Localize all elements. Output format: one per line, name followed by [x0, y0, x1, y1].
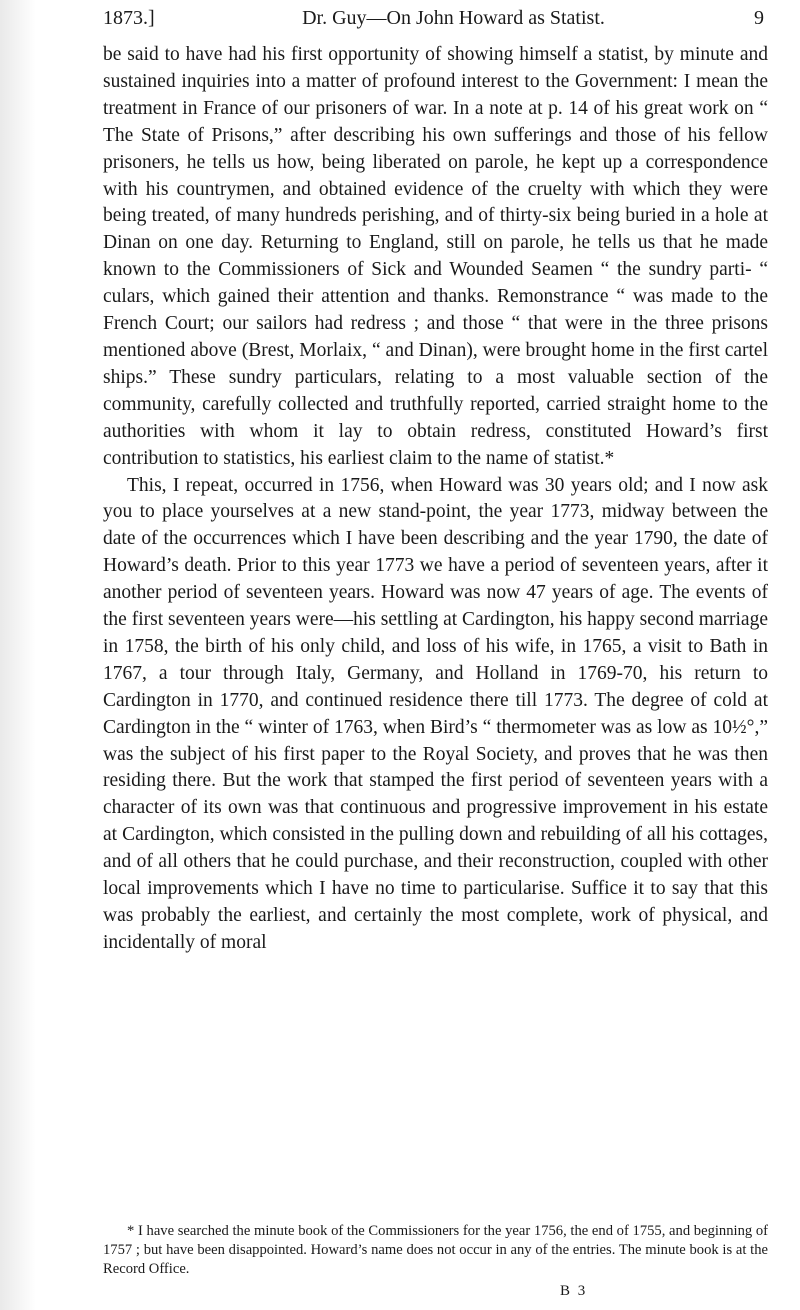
signature-mark: B 3 [560, 1283, 588, 1299]
body-text [103, 42, 768, 957]
running-head [103, 4, 764, 32]
paragraph: be said to have had his first opportunity of showing himself a statist, by minute and sustained inquiries into a matter of profound interest to the Government: I mean the treatment in France of our prisoners of war. In a note at p. 14 of his great work on “ The State of Prisons,” after describing his own sufferings and those of his fellow prisoners, he tells us how, being liberated on parole, he kept up a correspondence with his countrymen, and obtained evidence of the cruelty with which they were being treated, of many hundreds perishing, and of thirty-six being buried in a hole at Dinan on one day. Returning to England, still on parole, he tells us that he made known to the Commissioners of Sick and Wounded Seamen “ the sundry parti- “ culars, which gained their attention and thanks. Remonstrance “ was made to the French Court; our sailors had redress ; and those “ that were in the three prisons mentioned above (Brest, Morlaix, “ and Dinan), were brought home in the first cartel ships.” These sundry particulars, relating to a most valuable section of the community, carefully collected and truthfully reported, carried straight home to the authorities with whom it lay to obtain redress, constituted Howard’s first contribution to statistics, his earliest claim to the name of statist.* [103, 44, 768, 469]
page-number: 9 [754, 7, 764, 29]
binding-gutter-shadow [0, 0, 36, 1310]
running-head-date: 1873.] [103, 7, 155, 29]
footnote: * I have searched the minute book of the Commissioners for the year 1756, the end of 1755, and beginning of 1757 ; but have been disappointed. Howard’s name does not occur in any of the entries. The minute book is at the Record Office. [103, 1223, 768, 1277]
paragraph: This, I repeat, occurred in 1756, when Howard was 30 years old; and I now ask you to place yourselves at a new stand-point, the year 1773, midway between the date of the occurrences which I have been describing and the year 1790, the date of Howard’s death. Prior to this year 1773 we have a period of seventeen years, after it another period of seventeen years. Howard was now 47 years of age. The events of the first seventeen years were—his settling at Cardington, his happy second marriage in 1758, the birth of his only child, and loss of his wife, in 1765, a visit to Bath in 1767, a tour through Italy, Germany, and Holland in 1769-70, his return to Cardington in 1770, and continued residence there till 1773. The degree of cold at Cardington in the “ winter of 1763, when Bird’s “ thermometer was as low as 10½°,” was the subject of his first paper to the Royal Society, and proves that he was then residing there. But the work that stamped the first period of seventeen years with a character of its own was that continuous and progressive improvement in his estate at Cardington, which consisted in the pulling down and rebuilding of all his cottages, and of all others that he could purchase, and their reconstruction, coupled with other local improvements which I have no time to particularise. Suffice it to say that this was probably the earliest, and certainly the most complete, work of physical, and incidentally of moral [103, 474, 768, 953]
running-head-title: Dr. Guy—On John Howard as Statist. [302, 7, 605, 29]
